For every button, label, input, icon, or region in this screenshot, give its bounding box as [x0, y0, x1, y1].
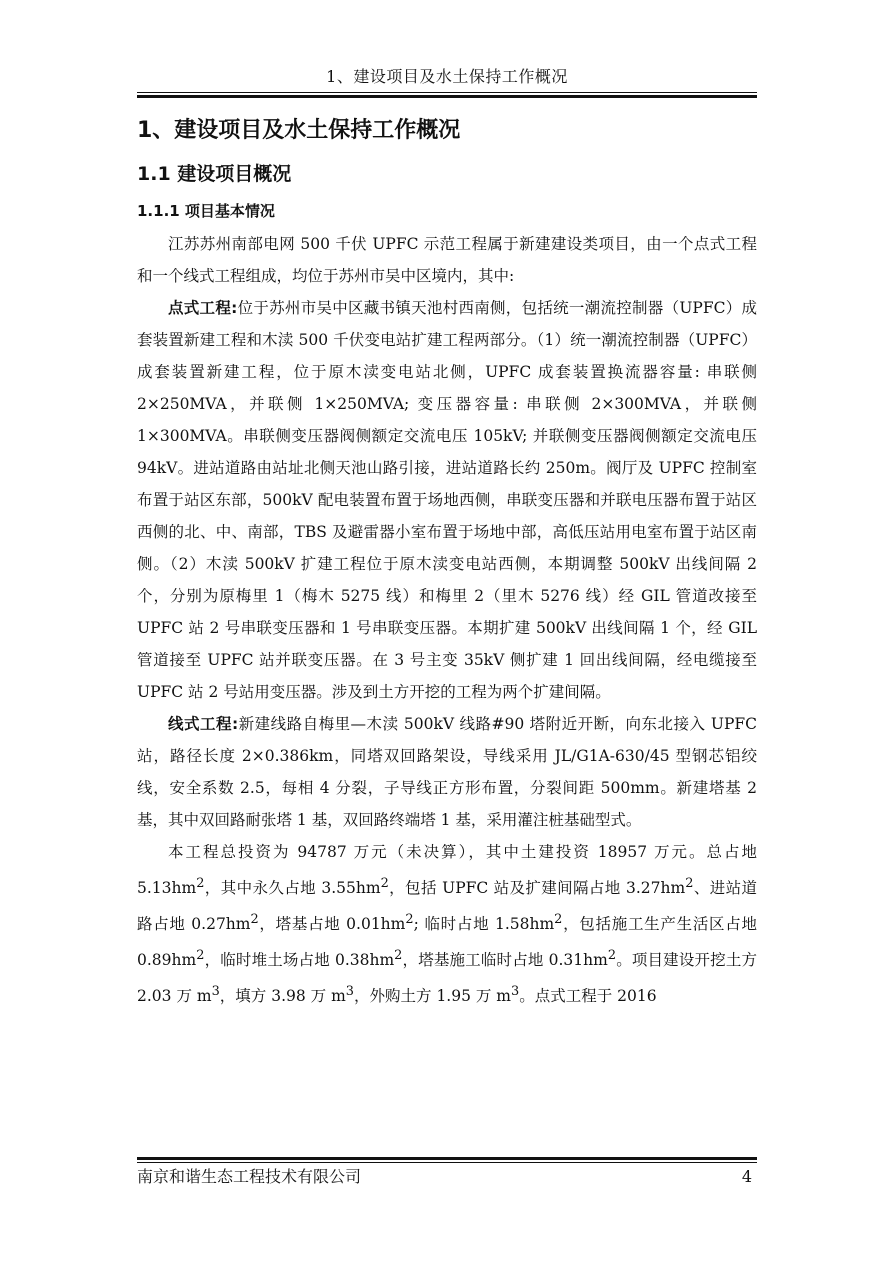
superscript: 2 [405, 912, 414, 928]
investment-text: 。点式工程于 2016 [519, 987, 657, 1006]
superscript: 2 [685, 876, 694, 891]
superscript: 2 [394, 948, 403, 964]
chapter-heading: 1、建设项目及水土保持工作概况 [137, 118, 461, 143]
superscript: 3 [211, 984, 220, 1000]
superscript: 3 [511, 984, 520, 1000]
header-rule-thick [137, 95, 757, 98]
superscript: 2 [380, 876, 389, 891]
point-project-lead: 点式工程: [168, 299, 238, 317]
line-project-lead: 线式工程: [168, 715, 239, 733]
investment-text: ，填方 3.98 万 m [219, 987, 346, 1006]
investment-text: 、进站道路占地 0.27hm [137, 879, 757, 934]
investment-text: ，塔基施工临时占地 0.31hm [402, 951, 608, 970]
investment-text: ，包括施工生产生活区占地 0.89hm [137, 915, 757, 970]
footer-company: 南京和谐生态工程技术有限公司 [137, 1167, 362, 1186]
investment-text: ，其中永久占地 3.55hm [204, 879, 381, 898]
line-project-body: 新建线路自梅里—木渎 500kV 线路#90 塔附近开断，向东北接入 UPFC 站，路径长度 2×0.386km，同塔双回路架设，导线采用 JL/G1A-630/45 型钢芯铝绞线，安全系数 2.5，每相 4 分裂，子导线正方形布置，分裂间距 500mm。新建塔基 2 基，其中双回路耐张塔 1 基，双回路终端塔 1 基，采用灌注桩基础型式。 [137, 715, 757, 829]
footer-rule-thick [137, 1157, 757, 1160]
superscript: 2 [554, 912, 563, 928]
footer-rule [137, 1162, 757, 1163]
investment-text: 。项目建设开挖土方 2.03 万 m [137, 951, 757, 1006]
subsection-heading: 1.1.1 项目基本情况 [137, 202, 275, 220]
superscript: 3 [345, 984, 355, 1000]
running-header: 1、建设项目及水土保持工作概况 [326, 67, 568, 86]
intro-paragraph: 江苏苏州南部电网 500 千伏 UPFC 示范工程属于新建建设类项目，由一个点式工程和一个线式工程组成，均位于苏州市吴中区境内，其中: [137, 235, 757, 285]
section-heading: 1.1 建设项目概况 [137, 163, 292, 185]
investment-text: 本工程总投资为 94787 万元（未决算），其中土建投资 18957 万元。总占地 5.13hm [137, 843, 757, 898]
investment-paragraph [137, 836, 757, 1013]
page-content [137, 112, 757, 1013]
superscript: 2 [250, 912, 259, 928]
superscript: 2 [607, 948, 617, 964]
point-project-body: 位于苏州市吴中区藏书镇天池村西南侧，包括统一潮流控制器（UPFC）成套装置新建工程和木渎 500 千伏变电站扩建工程两部分。（1）统一潮流控制器（UPFC）成套装置新建工程，位于原木渎变电站北侧，UPFC 成套装置换流器容量: 串联侧 2×250MVA，并联侧 1×250MVA; 变压器容量: 串联侧 2×300MVA，并联侧 1×300MVA。串联侧变压器阀侧额定交流电压 105kV; 并联侧变压器阀侧额定交流电压 94kV。进站道路由站址北侧天池山路引接，进站道路长约 250m。阀厅及 UPFC 控制室布置于站区东部，500kV 配电装置布置于场地西侧，串联变压器和并联电压器布置于站区西侧的北、中、南部，TBS 及避雷器小室布置于场地中部，高低压站用电室布置于站区南侧。（2）木渎 500kV 扩建工程位于原木渎变电站西侧，本期调整 500kV 出线间隔 2 个，分别为原梅里 1（梅木 5275 线）和梅里 2（里木 5276 线）经 GIL 管道改接至 UPFC 站 2 号串联变压器和 1 号串联变压器。本期扩建 500kV 出线间隔 1 个，经 GIL 管道接至 UPFC 站并联变压器。在 3 号主变 35kV 侧扩建 1 回出线间隔，经电缆接至 UPFC 站 2 号站用变压器。涉及到土方开挖的工程为两个扩建间隔。 [137, 299, 758, 701]
investment-text: ，塔基占地 0.01hm [258, 915, 406, 934]
point-project-paragraph [137, 292, 757, 708]
investment-text: ，临时堆土场占地 0.38hm [204, 951, 395, 970]
page-number: 4 [741, 1167, 752, 1186]
investment-text: ，包括 UPFC 站及扩建间隔占地 3.27hm [388, 879, 686, 898]
investment-text: ; 临时占地 1.58hm [413, 915, 555, 934]
superscript: 2 [196, 876, 205, 891]
header-rule [137, 92, 757, 93]
line-project-paragraph [137, 708, 757, 836]
investment-text: ，外购土方 1.95 万 m [354, 987, 512, 1006]
superscript: 2 [196, 948, 205, 964]
